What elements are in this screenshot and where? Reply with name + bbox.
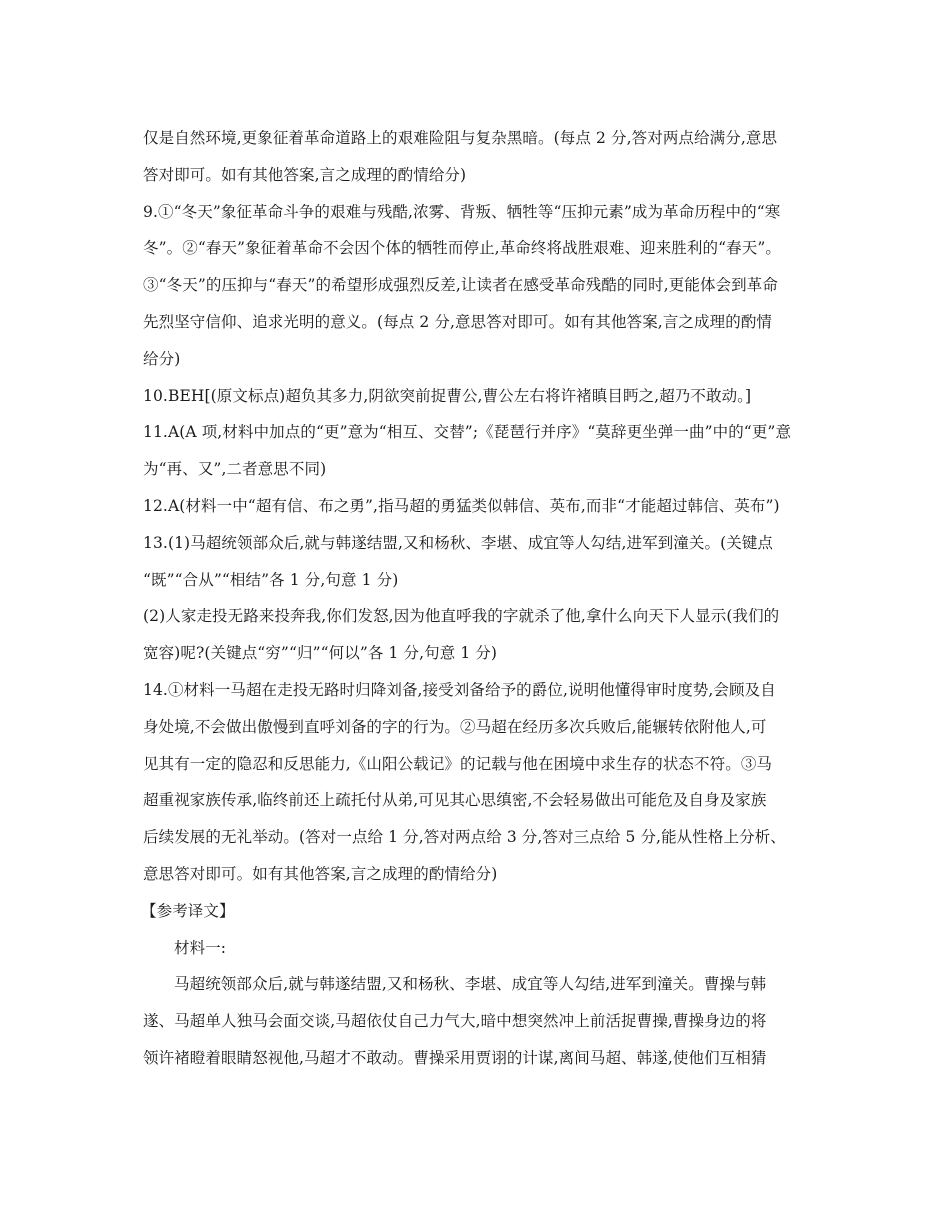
answer-line: 后续发展的无礼举动。(答对一点给 1 分,答对两点给 3 分,答对三点给 5 分,能从性格上分析、 xyxy=(143,828,786,847)
answer-line: 为“再、又”,二者意思不同) xyxy=(143,460,327,479)
answer-line: 冬”。②“春天”象征着革命不会因个体的牺牲而停止,革命终将战胜艰难、迎来胜利的“春天”。 xyxy=(143,239,781,258)
answer-line: “既”“合从”“相结”各 1 分,句意 1 分) xyxy=(143,570,399,589)
answer-line: 见其有一定的隐忍和反思能力,《山阳公载记》的记载与他在困境中求生存的状态不符。③马 xyxy=(143,754,773,773)
material-label: 材料一: xyxy=(174,938,227,957)
answer-line: 11.A(A 项,材料中加点的“更”意为“相互、交替”;《琵琶行并序》“莫辞更坐弹一曲”中的“更”意 xyxy=(143,423,792,442)
answer-line: 14.①材料一马超在走投无路时归降刘备,接受刘备给予的爵位,说明他懂得审时度势,会顾及自 xyxy=(143,680,776,699)
answer-line: 13.(1)马超统领部众后,就与韩遂结盟,又和杨秋、李堪、成宜等人勾结,进军到潼关。(关键点 xyxy=(143,533,774,552)
answer-line: 答对即可。如有其他答案,言之成理的酌情给分) xyxy=(143,165,467,184)
answer-line: 身处境,不会做出傲慢到直呼刘备的字的行为。②马超在经历多次兵败后,能辗转依附他人,可 xyxy=(143,717,767,736)
answer-line: 给分) xyxy=(143,349,181,368)
answer-line: 仅是自然环境,更象征着革命道路上的艰难险阻与复杂黑暗。(每点 2 分,答对两点给满分,意思 xyxy=(143,129,778,147)
answer-line: 宽容)呢?(关键点“穷”“归”“何以”各 1 分,句意 1 分) xyxy=(143,644,498,663)
answer-line: 意思答对即可。如有其他答案,言之成理的酌情给分) xyxy=(143,864,498,883)
answer-page xyxy=(143,120,811,1077)
answer-line: 12.A(材料一中“超有信、布之勇”,指马超的勇猛类似韩信、英布,而非“才能超过韩信、英布”) xyxy=(143,496,780,515)
translation-line: 马超统领部众后,就与韩遂结盟,又和杨秋、李堪、成宜等人勾结,进军到潼关。曹操与韩 xyxy=(174,975,767,994)
answer-line: 9.①“冬天”象征革命斗争的艰难与残酷,浓雾、背叛、牺牲等“压抑元素”成为革命历程中的“寒 xyxy=(143,202,781,221)
answer-line: 超重视家族传承,临终前还上疏托付从弟,可见其心思缜密,不会轻易做出可能危及自身及家族 xyxy=(143,791,767,810)
translation-heading: 【参考译文】 xyxy=(141,901,235,920)
translation-line: 领许褚瞪着眼睛怒视他,马超才不敢动。曹操采用贾诩的计谋,离间马超、韩遂,使他们互相猜 xyxy=(143,1048,767,1067)
translation-line: 遂、马超单人独马会面交谈,马超依仗自己力气大,暗中想突然冲上前活捉曹操,曹操身边的将 xyxy=(143,1012,767,1031)
answer-line: 10.BEH[(原文标点)超负其多力,阴欲突前捉曹公,曹公左右将许褚瞋目眄之,超乃不敢动。] xyxy=(143,386,752,405)
answer-line: 先烈坚守信仰、追求光明的意义。(每点 2 分,意思答对即可。如有其他答案,言之成理的酌情 xyxy=(143,312,773,331)
answer-line: ③“冬天”的压抑与“春天”的希望形成强烈反差,让读者在感受革命残酷的同时,更能体会到革命 xyxy=(143,276,778,295)
answer-line: (2)人家走投无路来投奔我,你们发怒,因为他直呼我的字就杀了他,拿什么向天下人显示(我们的 xyxy=(143,607,780,626)
